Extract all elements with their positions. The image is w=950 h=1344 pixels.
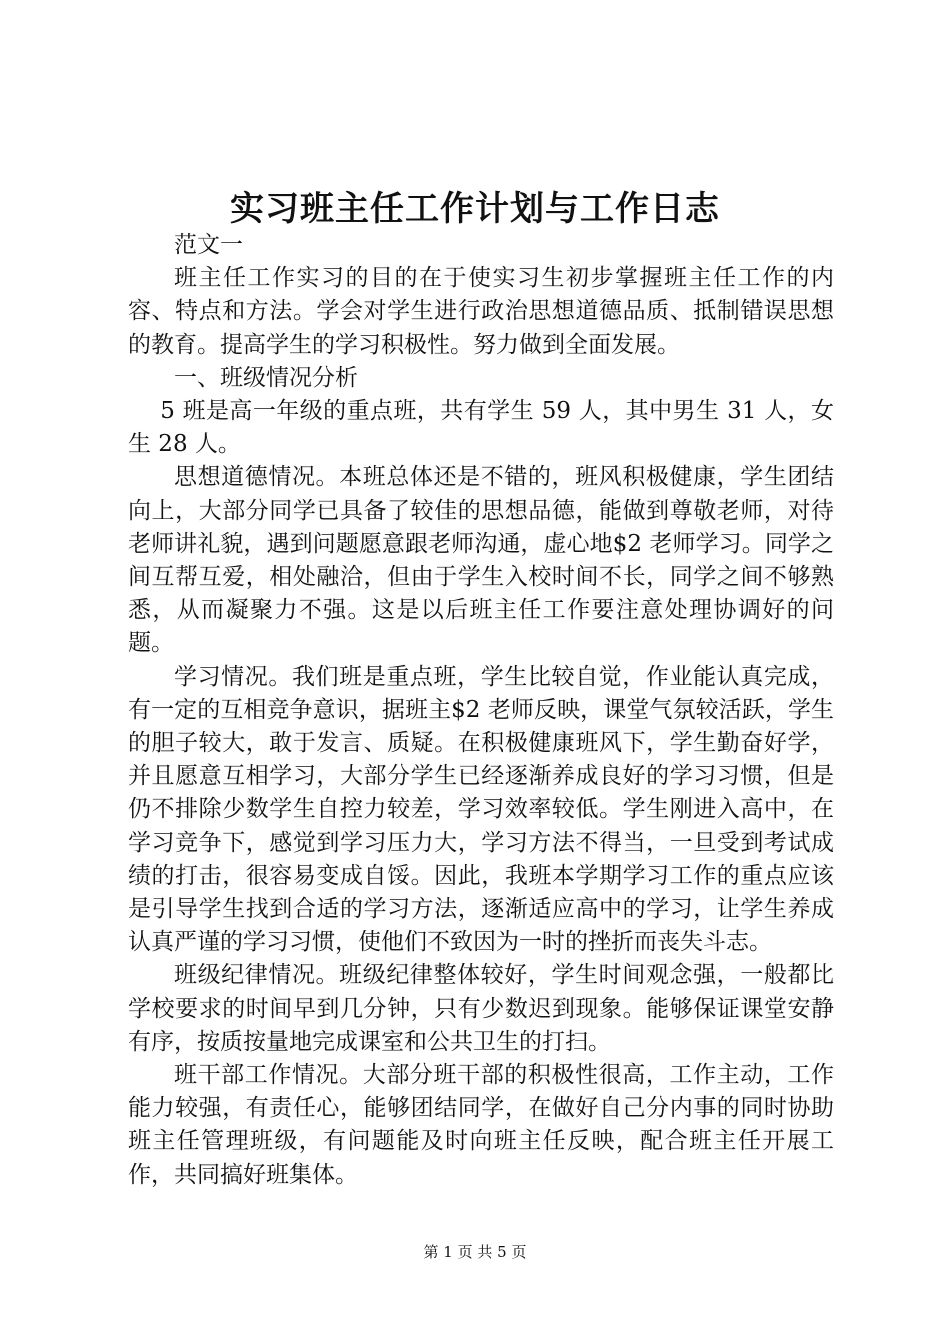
paragraph-study-situation: 学习情况。我们班是重点班，学生比较自觉，作业能认真完成，有一定的互相竞争意识，据班主$2 老师反映，课堂气氛较活跃，学生的胆子较大，敢于发言、质疑。在积极健康班风下，学生勤奋好学，并且愿意互相学习，大部分学生已经逐渐养成良好的学习习惯，但是仍不排除少数学生自控力较差，学习效率较低。学生刚进入高中，在学习竞争下，感觉到学习压力大，学习方法不得当，一旦受到考试成绩的打击，很容易变成自馁。因此，我班本学期学习工作的重点应该是引导学生找到合适的学习方法，逐渐适应高中的学习，让学生养成认真严谨的学习习惯，使他们不致因为一时的挫折而丧失斗志。 (128, 663, 834, 956)
section-heading-class-analysis: 一、班级情况分析 (174, 364, 358, 391)
document-body (128, 229, 834, 1192)
document-title: 实习班主任工作计划与工作日志 (230, 189, 720, 229)
paragraph-discipline-situation: 班级纪律情况。班级纪律整体较好，学生时间观念强，一般都比学校要求的时间早到几分钟，只有少数迟到现象。能够保证课堂安静有序，按质按量地完成课室和公共卫生的打扫。 (128, 962, 834, 1055)
paragraph-purpose: 班主任工作实习的目的在于使实习生初步掌握班主任工作的内容、特点和方法。学会对学生进行政治思想道德品质、抵制错误思想的教育。提高学生的学习积极性。努力做到全面发展。 (128, 265, 834, 358)
paragraph-cadre-situation: 班干部工作情况。大部分班干部的积极性很高，工作主动，工作能力较强，有责任心，能够团结同学，在做好自己分内事的同时协助班主任管理班级，有问题能及时向班主任反映，配合班主任开展工作，共同搞好班集体。 (128, 1062, 834, 1188)
paragraph-sample-label: 范文一 (174, 232, 243, 258)
paragraph-class-size: 5 班是高一年级的重点班，共有学生 59 人，其中男生 31 人，女生 28 人。 (128, 398, 834, 458)
page-number-footer: 第 1 页 共 5 页 (423, 1243, 527, 1261)
paragraph-moral-situation: 思想道德情况。本班总体还是不错的，班风积极健康，学生团结向上，大部分同学已具备了较佳的思想品德，能做到尊敬老师，对待老师讲礼貌，遇到问题愿意跟老师沟通，虚心地$2 老师学习。同学之间互帮互爱，相处融洽，但由于学生入校时间不长，同学之间不够熟悉，从而凝聚力不强。这是以后班主任工作要注意处理协调好的问题。 (128, 464, 834, 657)
